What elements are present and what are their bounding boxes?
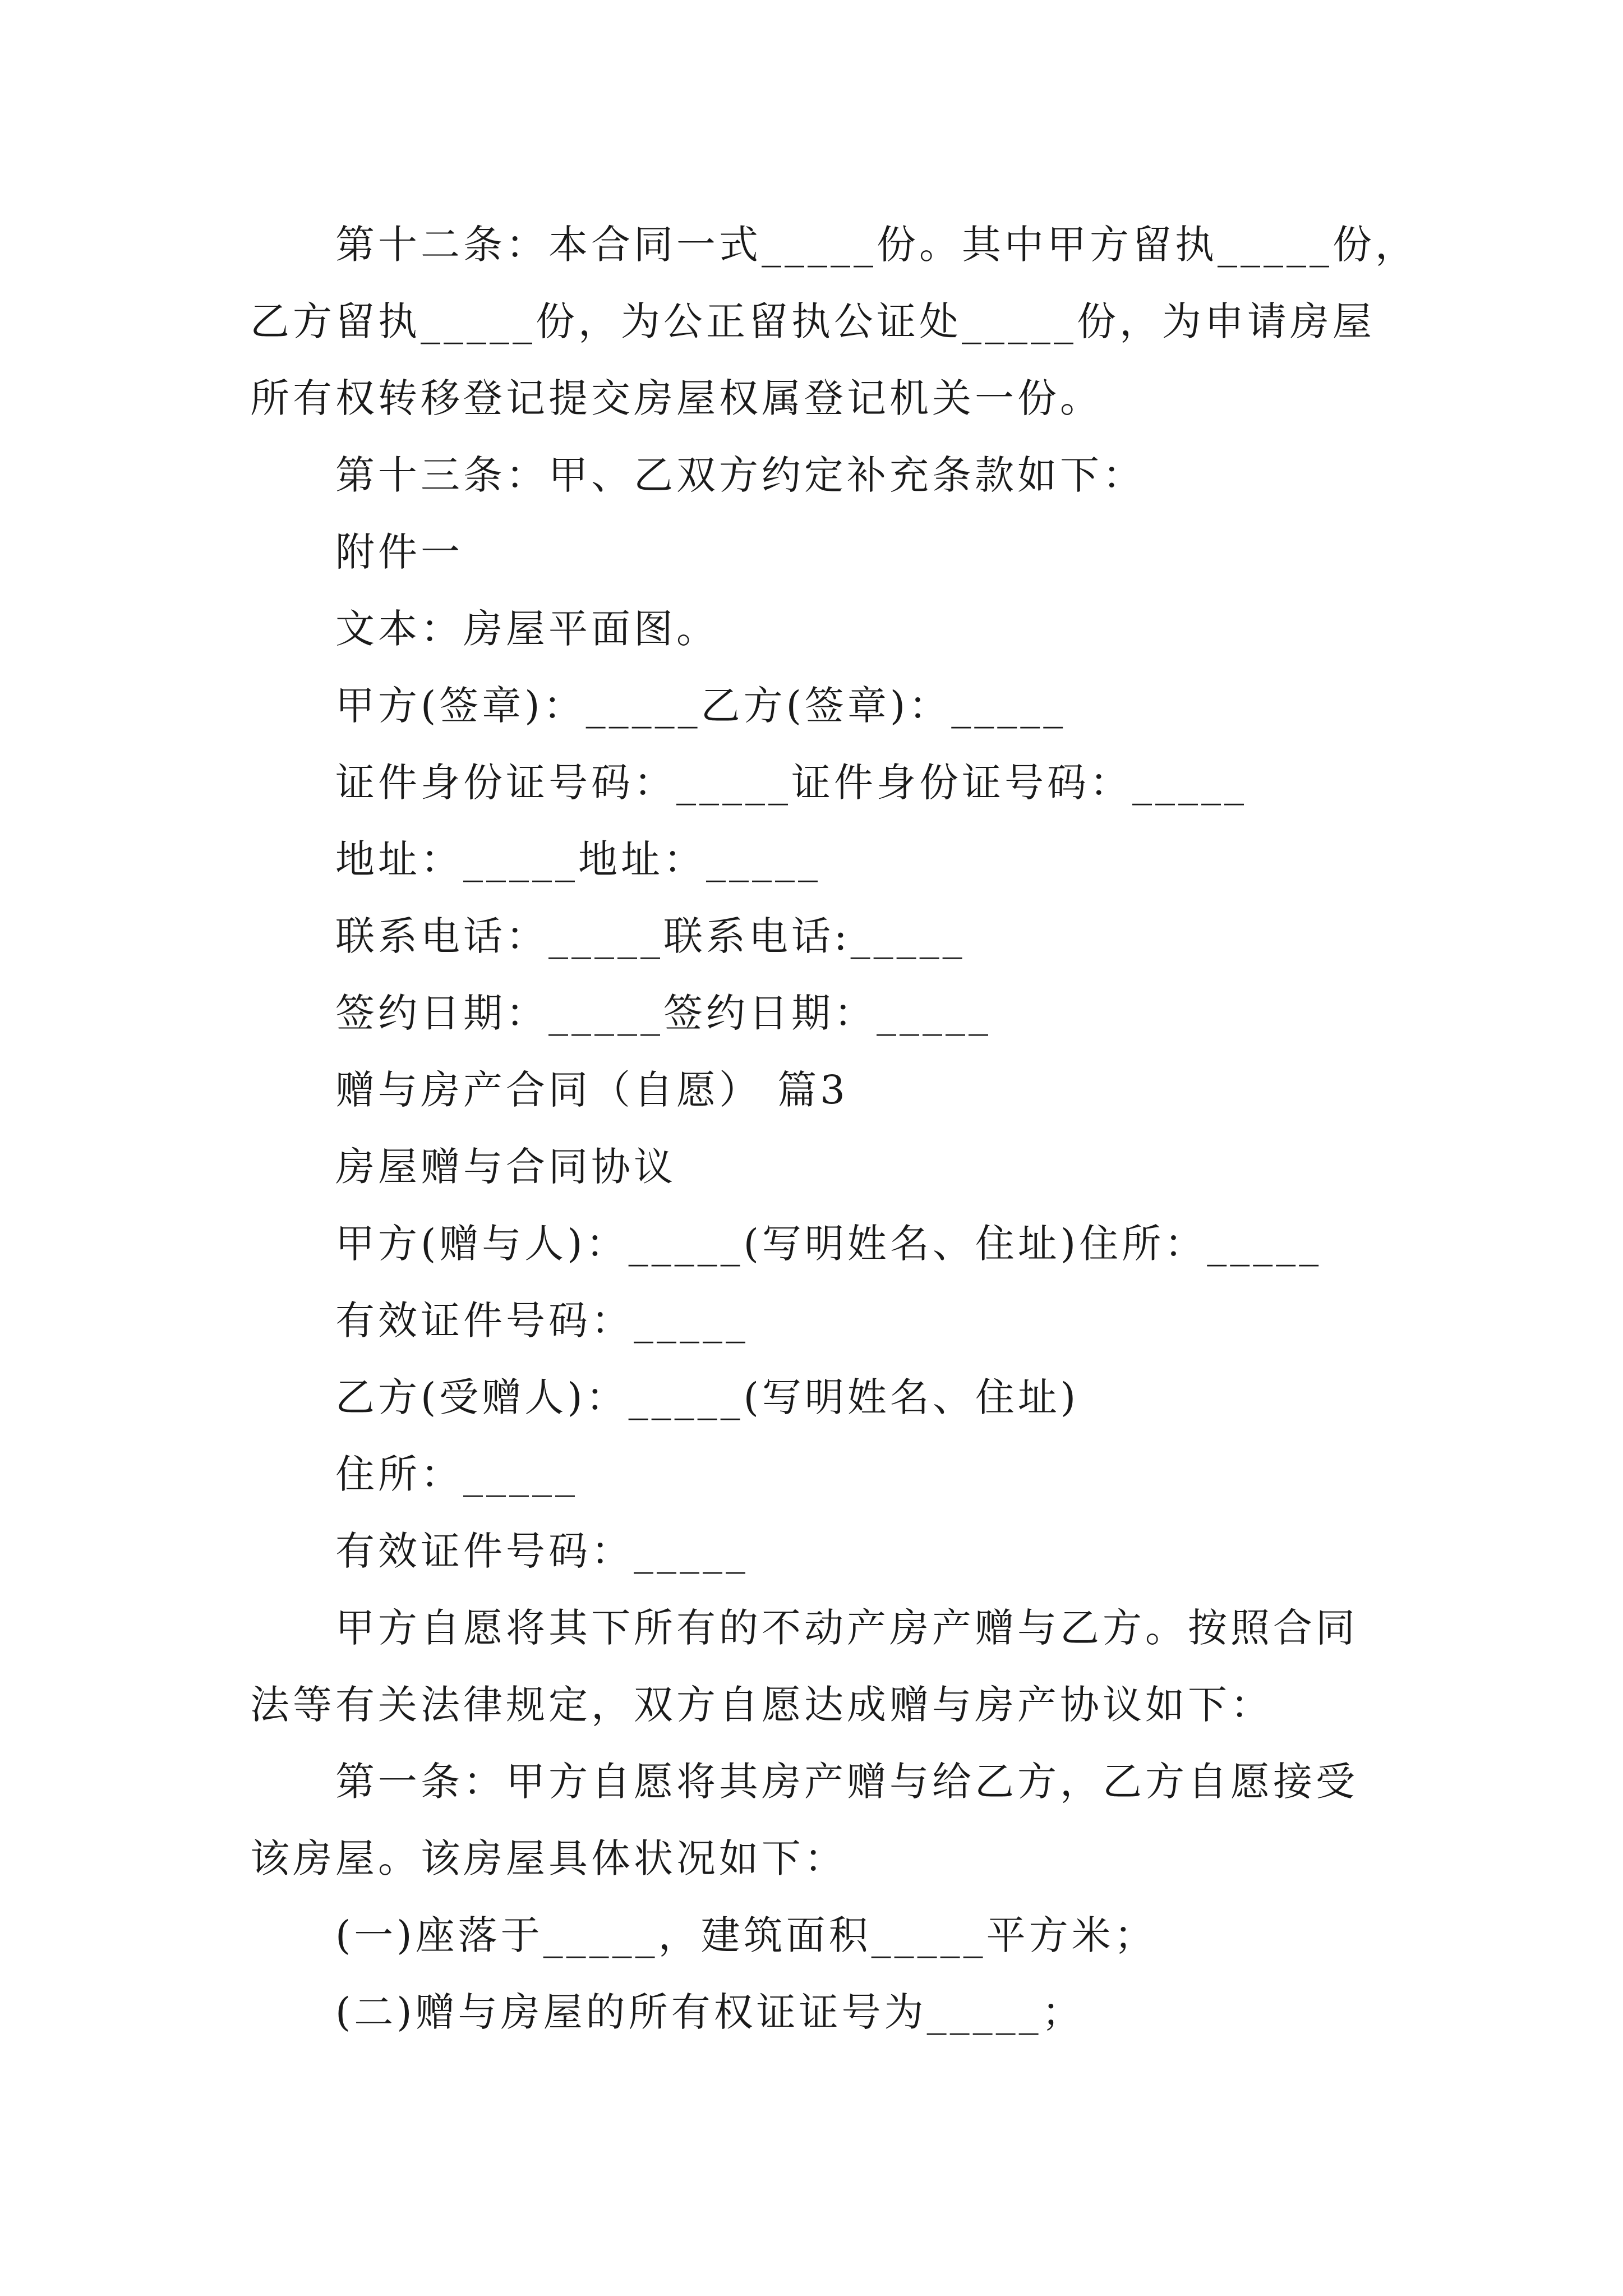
party-a-line: 甲方(赠与人)：_____(写明姓名、住址)住所：_____ xyxy=(335,1221,1322,1267)
party-b-address-line: 住所：_____ xyxy=(335,1451,578,1497)
address-line: 地址：_____地址：_____ xyxy=(335,836,821,882)
attachment-text: 文本：房屋平面图。 xyxy=(335,606,719,652)
article-1-line-1: 第一条：甲方自愿将其房产赠与给乙方，乙方自愿接受 xyxy=(335,1759,1358,1805)
id-number-line: 证件身份证号码：_____证件身份证号码：_____ xyxy=(335,760,1247,806)
preamble-line-1: 甲方自愿将其下所有的不动产房产赠与乙方。按照合同 xyxy=(335,1605,1358,1651)
signing-date-line: 签约日期：_____签约日期：_____ xyxy=(335,990,992,1036)
preamble-line-2: 法等有关法律规定，双方自愿达成赠与房产协议如下： xyxy=(250,1682,1273,1728)
party-b-id-line: 有效证件号码：_____ xyxy=(335,1528,749,1574)
item-1-location-area: (一)座落于_____，建筑面积_____平方米； xyxy=(335,1912,1157,1958)
section-title: 赠与房产合同（自愿） 篇3 xyxy=(335,1067,849,1113)
clause-12-line-2: 乙方留执_____份，为公正留执公证处_____份，为申请房屋 xyxy=(250,298,1375,344)
clause-13: 第十三条：甲、乙双方约定补充条款如下： xyxy=(335,452,1145,498)
attachment-heading: 附件一 xyxy=(335,529,463,575)
party-b-line: 乙方(受赠人)：_____(写明姓名、住址) xyxy=(335,1374,1080,1420)
clause-12-line-1: 第十二条：本合同一式_____份。其中甲方留执_____份， xyxy=(335,222,1418,268)
party-a-id-line: 有效证件号码：_____ xyxy=(335,1297,749,1343)
item-2-certificate: (二)赠与房屋的所有权证证号为_____； xyxy=(335,1989,1085,2035)
clause-12-line-3: 所有权转移登记提交房屋权属登记机关一份。 xyxy=(250,375,1103,421)
article-1-line-2: 该房屋。该房屋具体状况如下： xyxy=(250,1835,847,1881)
contract-title: 房屋赠与合同协议 xyxy=(335,1144,676,1190)
signature-line: 甲方(签章)：_____乙方(签章)：_____ xyxy=(335,683,1067,729)
phone-line: 联系电话：_____联系电话:_____ xyxy=(335,913,966,959)
